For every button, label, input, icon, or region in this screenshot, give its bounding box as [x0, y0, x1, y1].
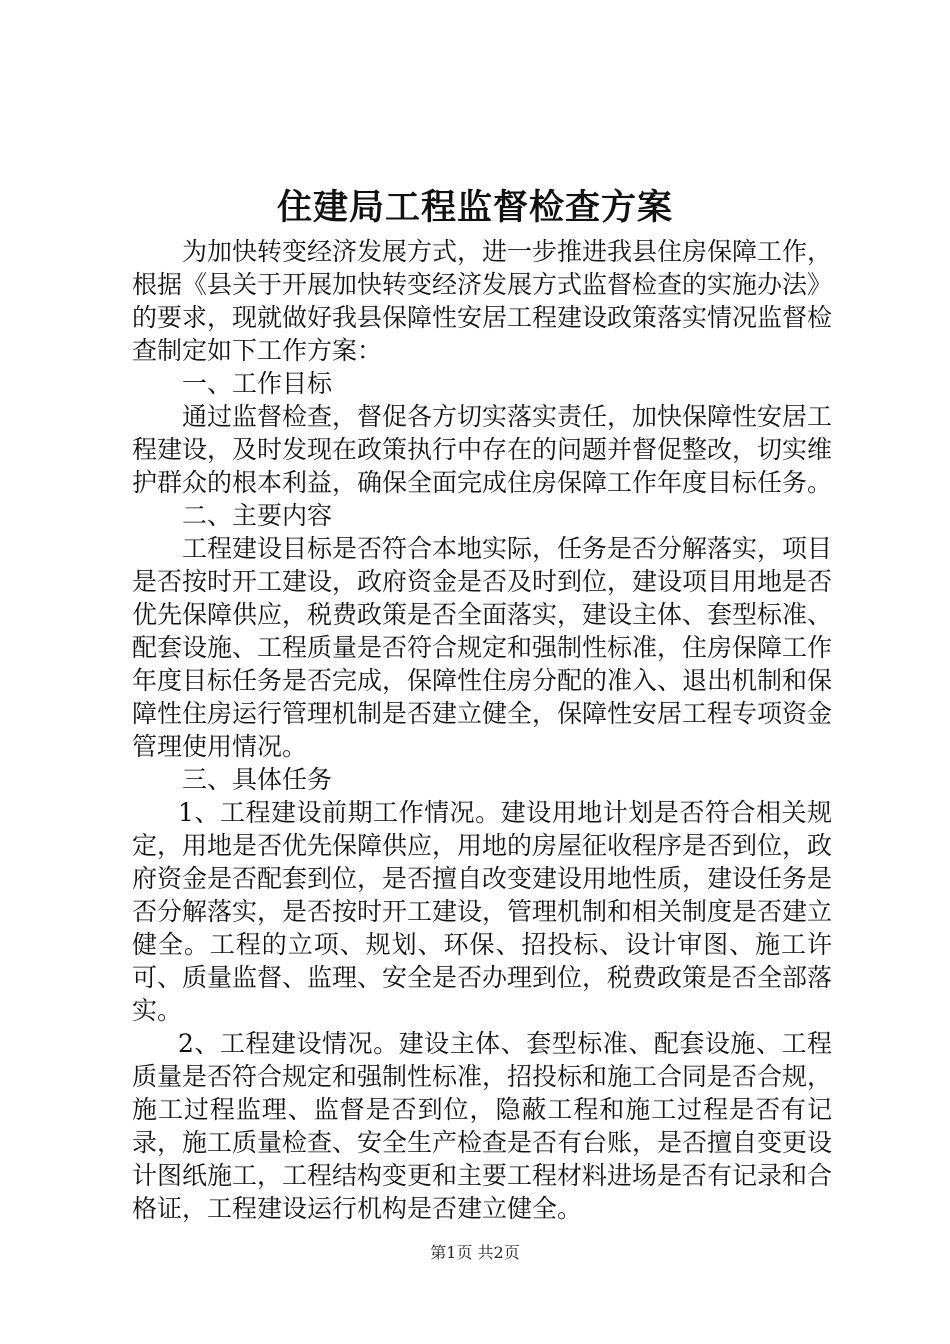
section-heading-content: 二、主要内容 [182, 501, 333, 530]
document-body [132, 235, 832, 1225]
task-2-paragraph: 2、工程建设情况。建设主体、套型标准、配套设施、工程质量是否符合规定和强制性标准，招投标和施工合同是否合规，施工过程监理、监督是否到位，隐蔽工程和施工过程是否有记录，施工质量检查、安全生产检查是否有台账，是否擅自变更设计图纸施工，工程结构变更和主要工程材料进场是否有记录和合格证，工程建设运行机构是否建立健全。 [132, 1029, 833, 1223]
section-heading-goals: 一、工作目标 [182, 369, 333, 398]
document-title: 住建局工程监督检查方案 [276, 187, 673, 228]
intro-paragraph: 为加快转变经济发展方式，进一步推进我县住房保障工作，根据《县关于开展加快转变经济发展方式监督检查的实施办法》的要求，现就做好我县保障性安居工程建设政策落实情况监督检查制定如下工作方案： [132, 237, 833, 365]
goals-paragraph: 通过监督检查，督促各方切实落实责任，加快保障性安居工程建设，及时发现在政策执行中存在的问题并督促整改，切实维护群众的根本利益，确保全面完成住房保障工作年度目标任务。 [132, 402, 833, 497]
section-heading-tasks: 三、具体任务 [182, 765, 333, 794]
task-1-paragraph: 1、工程建设前期工作情况。建设用地计划是否符合相关规定，用地是否优先保障供应，用地的房屋征收程序是否到位，政府资金是否配套到位，是否擅自改变建设用地性质，建设任务是否分解落实，是否按时开工建设，管理机制和相关制度是否建立健全。工程的立项、规划、环保、招投标、设计审图、施工许可、质量监督、监理、安全是否办理到位，税费政策是否全部落实。 [132, 798, 833, 1025]
content-paragraph: 工程建设目标是否符合本地实际，任务是否分解落实，项目是否按时开工建设，政府资金是否及时到位，建设项目用地是否优先保障供应，税费政策是否全面落实，建设主体、套型标准、配套设施、工程质量是否符合规定和强制性标准，住房保障工作年度目标任务是否完成，保障性住房分配的准入、退出机制和保障性住房运行管理机制是否建立健全，保障性安居工程专项资金管理使用情况。 [132, 534, 833, 761]
page-footer: 第1页 共2页 [430, 1243, 520, 1262]
